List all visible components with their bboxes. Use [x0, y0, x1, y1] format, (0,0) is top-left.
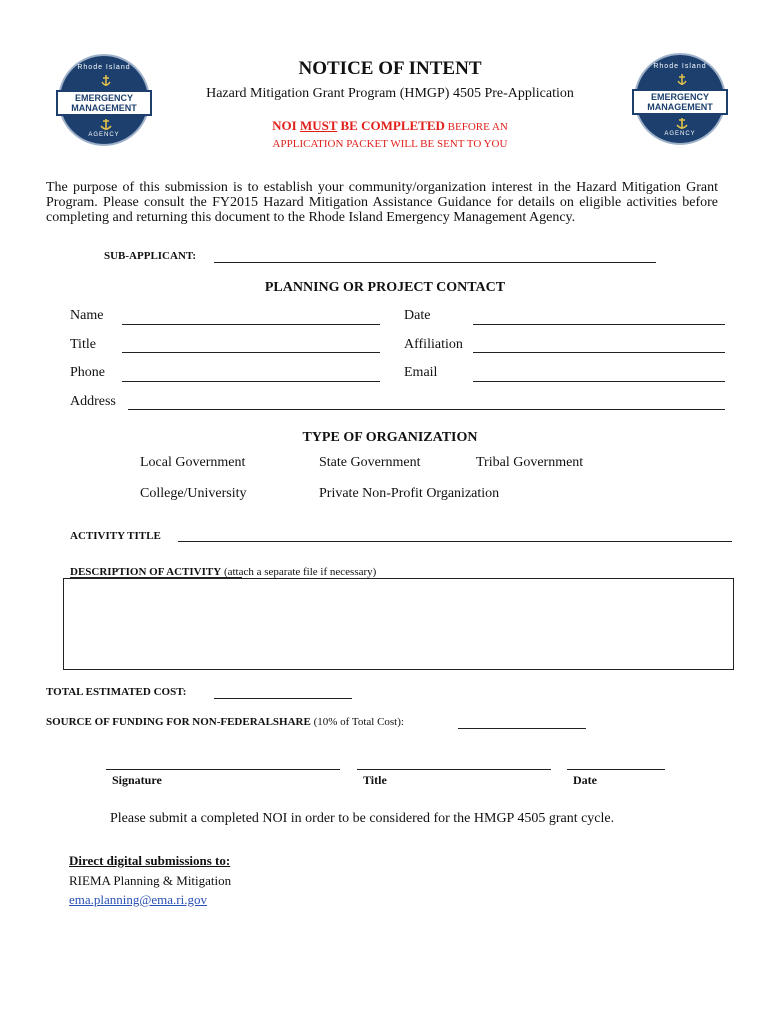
address-label: Address — [70, 394, 116, 409]
submit-instruction: Please submit a completed NOI in order to be considered for the HMGP 4505 grant cycle. — [110, 811, 615, 826]
email-link[interactable]: ema.planning@ema.ri.gov — [69, 892, 207, 907]
seal-anchor-icon — [100, 74, 112, 88]
logo-ring-top: Rhode Island — [77, 64, 131, 71]
name-label: Name — [70, 308, 104, 323]
description-note: (attach a separate file if necessary) — [221, 566, 377, 578]
contact-heading: PLANNING OR PROJECT CONTACT — [264, 280, 506, 295]
logo-band-line2: MANAGEMENT — [647, 102, 713, 112]
title-field[interactable] — [122, 352, 380, 353]
notice-part3: BEFORE AN — [444, 121, 508, 133]
notice-part1: NOI — [272, 118, 300, 133]
org-option-local[interactable]: Local Government — [140, 455, 246, 470]
organization-heading: TYPE OF ORGANIZATION — [302, 430, 478, 445]
address-field[interactable] — [128, 409, 725, 410]
intro-paragraph: The purpose of this submission is to establish your community/organization interest in the Hazard Mitigation Grant Program. Please consult the FY2015 Hazard Mitigation Assistance Guidance for details on eligible activities before completing and returning this document to the Rhode Island Emergency Management Agency. — [46, 180, 718, 225]
logo-band-line1: EMERGENCY — [650, 92, 709, 102]
title-label: Title — [70, 337, 96, 352]
logo-ring-bottom: AGENCY — [88, 132, 120, 138]
notice-must: MUST — [299, 118, 338, 133]
anchor-icon — [98, 118, 114, 132]
org-option-college[interactable]: College/University — [140, 486, 247, 501]
logo-band — [632, 89, 728, 115]
signature-date-field[interactable] — [567, 769, 665, 770]
email-label: Email — [404, 365, 438, 380]
logo-band — [56, 90, 152, 116]
noi-notice-line1 — [160, 118, 620, 134]
affiliation-label: Affiliation — [404, 337, 463, 352]
direct-submissions-label: Direct digital submissions to: — [69, 853, 231, 868]
date-label: Date — [404, 308, 431, 323]
noi-notice-line2: APPLICATION PACKET WILL BE SENT TO YOU — [272, 138, 508, 150]
activity-title-field[interactable] — [178, 541, 732, 542]
total-cost-field[interactable] — [214, 698, 352, 699]
affiliation-field[interactable] — [473, 352, 725, 353]
page-title: NOTICE OF INTENT — [298, 58, 482, 79]
total-cost-label: TOTAL ESTIMATED COST: — [46, 686, 187, 698]
funding-label-row — [46, 716, 404, 728]
anchor-icon — [674, 117, 690, 131]
logo-ring-bottom: AGENCY — [664, 131, 696, 137]
signature-label: Signature — [112, 773, 162, 787]
description-textbox[interactable] — [63, 578, 734, 670]
description-label: DESCRIPTION OF ACTIVITY — [70, 566, 222, 578]
org-option-state[interactable]: State Government — [319, 455, 421, 470]
email-field[interactable] — [473, 381, 725, 382]
riema-logo-left — [58, 54, 150, 146]
name-field[interactable] — [122, 324, 380, 325]
funding-label: SOURCE OF FUNDING FOR NON-FEDERALSHARE — [46, 716, 311, 728]
riema-logo-right — [634, 53, 726, 145]
sub-applicant-label: SUB-APPLICANT: — [104, 250, 197, 262]
funding-field[interactable] — [458, 728, 586, 729]
activity-title-label: ACTIVITY TITLE — [70, 530, 161, 542]
page-subtitle: Hazard Mitigation Grant Program (HMGP) 4505 Pre-Application — [206, 86, 574, 101]
logo-band-line2: MANAGEMENT — [71, 103, 137, 113]
logo-ring-top: Rhode Island — [653, 63, 707, 70]
signature-date-label: Date — [573, 773, 597, 787]
signature-title-field[interactable] — [357, 769, 551, 770]
org-option-nonprofit[interactable]: Private Non-Profit Organization — [319, 486, 500, 501]
org-option-tribal[interactable]: Tribal Government — [476, 455, 584, 470]
funding-note: (10% of Total Cost): — [310, 716, 404, 728]
signature-title-label: Title — [363, 773, 387, 787]
date-field[interactable] — [473, 324, 725, 325]
notice-part2: BE COMPLETED — [337, 118, 445, 133]
seal-anchor-icon — [676, 73, 688, 87]
riema-org-name: RIEMA Planning & Mitigation — [69, 873, 232, 888]
phone-label: Phone — [70, 365, 105, 380]
logo-band-line1: EMERGENCY — [74, 93, 133, 103]
signature-field[interactable] — [106, 769, 340, 770]
sub-applicant-field[interactable] — [214, 262, 656, 263]
phone-field[interactable] — [122, 381, 380, 382]
